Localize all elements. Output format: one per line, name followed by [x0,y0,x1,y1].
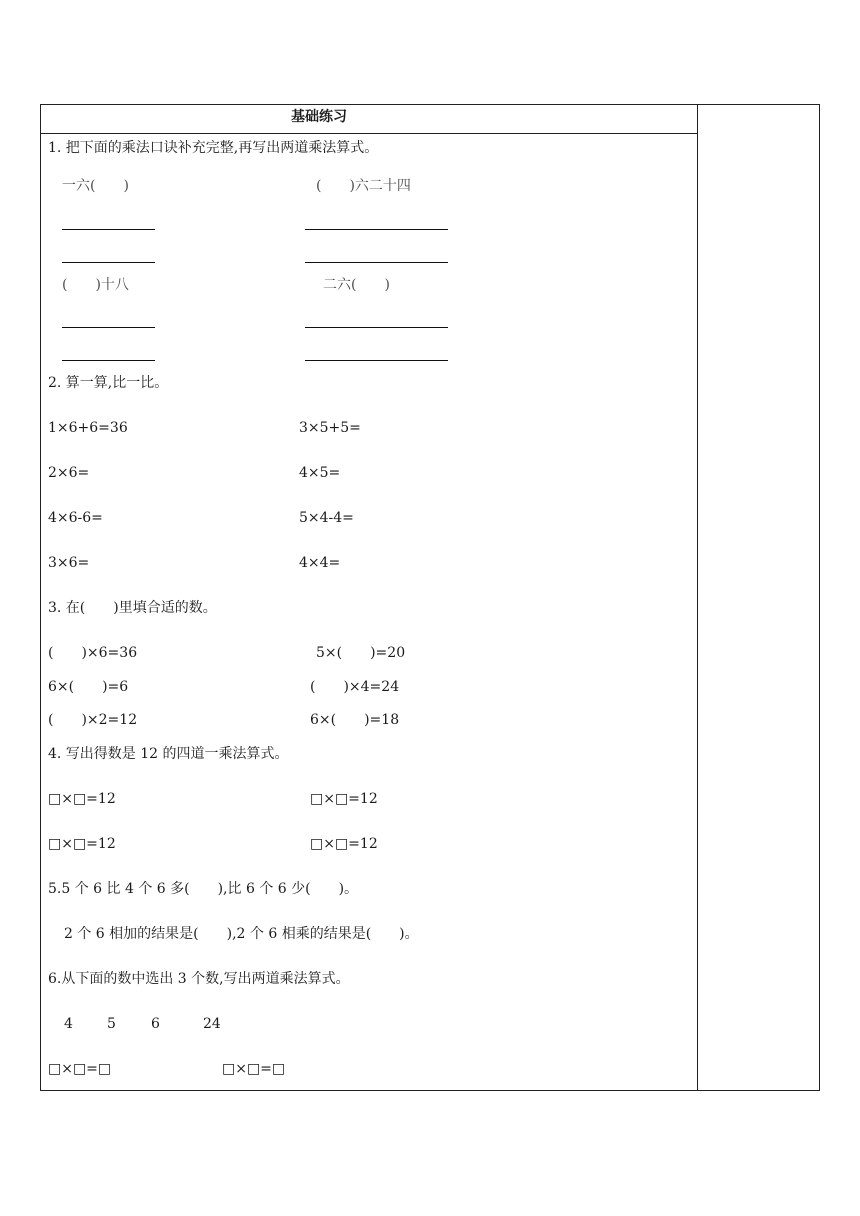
q3-left-2: 6×( )=6 [48,679,129,695]
q4-item-2: □×□=12 [310,791,378,807]
q2-right-3: 5×4-4= [299,510,354,526]
q4-item-3: □×□=12 [48,836,116,852]
q6-number: 24 [203,1016,221,1032]
answer-line[interactable] [62,327,155,328]
answer-line[interactable] [62,360,155,361]
q3-right-2: ( )×4=24 [310,679,400,695]
q3-prompt: 3. 在( )里填合适的数。 [48,600,217,616]
q6-number: 4 [64,1016,73,1032]
q2-prompt: 2. 算一算,比一比。 [48,375,169,391]
q1-rhyme-2: ( )六二十四 [316,178,411,194]
q2-right-2: 4×5= [299,465,341,481]
q6-prompt: 6.从下面的数中选出 3 个数,写出两道乘法算式。 [48,971,350,987]
q6-number: 6 [151,1016,160,1032]
q6-template-2: □×□=□ [222,1061,286,1077]
q1-prompt: 1. 把下面的乘法口诀补充完整,再写出两道乘法算式。 [48,140,379,156]
q3-right-3: 6×( )=18 [310,712,400,728]
q5-line-1: 5.5 个 6 比 4 个 6 多( ),比 6 个 6 少( )。 [48,881,359,897]
q2-left-3: 4×6-6= [48,510,103,526]
q4-item-4: □×□=12 [310,836,378,852]
answer-line[interactable] [62,262,155,263]
q5-line-2: 2 个 6 相加的结果是( ),2 个 6 相乘的结果是( )。 [64,926,419,942]
q3-left-3: ( )×2=12 [48,712,138,728]
q3-right-1: 5×( )=20 [316,645,406,661]
q2-left-2: 2×6= [48,465,90,481]
q2-left-1: 1×6+6=36 [48,420,128,436]
answer-line[interactable] [305,229,448,230]
q1-rhyme-4: 二六( ) [323,277,390,293]
answer-line[interactable] [305,327,448,328]
q2-right-1: 3×5+5= [299,420,361,436]
answer-line[interactable] [62,229,155,230]
header-divider [40,133,697,134]
answer-line[interactable] [305,262,448,263]
q1-rhyme-3: ( )十八 [62,277,129,293]
q3-left-1: ( )×6=36 [48,645,138,661]
q6-number: 5 [107,1016,116,1032]
q4-item-1: □×□=12 [48,791,116,807]
q2-right-4: 4×4= [299,555,341,571]
q1-rhyme-1: 一六( ) [62,178,129,194]
section-title: 基础练习 [291,109,347,125]
q2-left-4: 3×6= [48,555,90,571]
answer-line[interactable] [305,360,448,361]
column-divider [697,104,698,1091]
q4-prompt: 4. 写出得数是 12 的四道一乘法算式。 [48,746,289,762]
q6-template-1: □×□=□ [48,1061,112,1077]
